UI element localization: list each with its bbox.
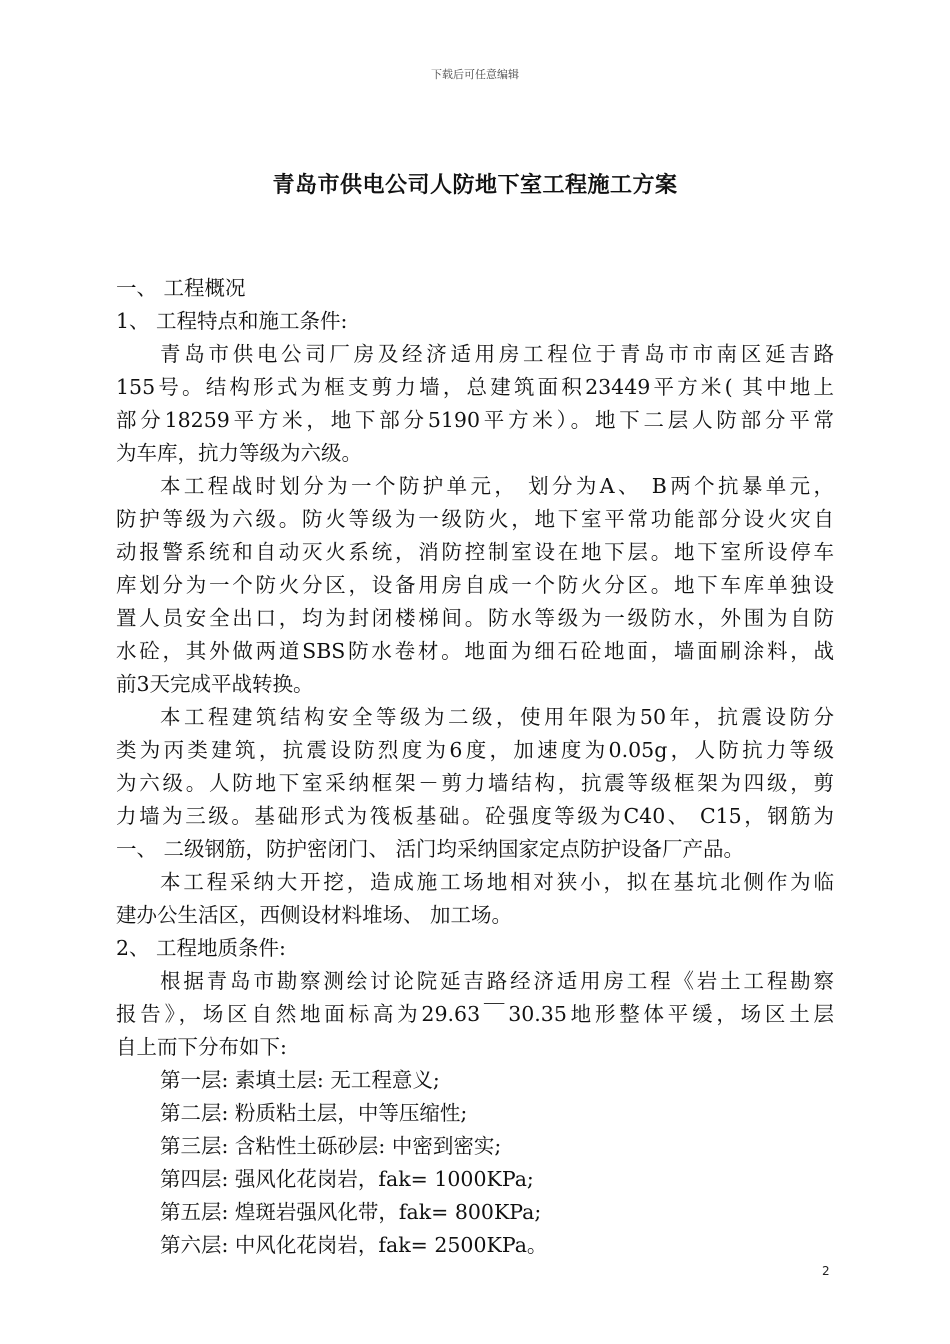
document-title: 青岛市供电公司人防地下室工程施工方案: [272, 173, 678, 198]
paragraph-line: 前3天完成平战转换。: [116, 672, 314, 696]
paragraph-line: 本工程建筑结构安全等级为二级，使用年限为50年，抗震设防分: [160, 705, 834, 729]
paragraph-line: 部分18259平方米，地下部分5190平方米）。地下二层人防部分平常: [116, 408, 834, 432]
paragraph-line: 为车库，抗力等级为六级。: [116, 441, 362, 465]
soil-layer-item: 第六层: 中风化花岗岩，fak= 2500KPa。: [160, 1233, 548, 1257]
document-body: [116, 272, 834, 1262]
paragraph-line: 库划分为一个防火分区，设备用房自成一个防火分区。地下车库单独设: [116, 573, 834, 597]
paragraph-line: 力墙为三级。基础形式为筏板基础。砼强度等级为C40、 C15，钢筋为: [116, 804, 834, 828]
paragraph-line: 报告》，场区自然地面标高为29.63￣30.35地形整体平缓，场区土层: [116, 1002, 834, 1026]
paragraph-line: 一、 二级钢筋，防护密闭门、 活门均采纳国家定点防护设备厂产品。: [116, 837, 745, 861]
soil-layer-item: 第四层: 强风化花岗岩，fak= 1000KPa;: [160, 1167, 534, 1191]
paragraph-line: 青岛市供电公司厂房及经济适用房工程位于青岛市市南区延吉路: [160, 342, 834, 366]
paragraph-line: 本工程采纳大开挖，造成施工场地相对狭小，拟在基坑北侧作为临: [160, 870, 834, 894]
paragraph-line: 类为丙类建筑，抗震设防烈度为6度，加速度为0.05g，人防抗力等级: [116, 738, 834, 762]
paragraph-line: 防护等级为六级。防火等级为一级防火，地下室平常功能部分设火灾自: [116, 507, 834, 531]
paragraph-line: 置人员安全出口，均为封闭楼梯间。防水等级为一级防水，外围为自防: [116, 606, 834, 630]
soil-layer-item: 第五层: 煌斑岩强风化带，fak= 800KPa;: [160, 1200, 542, 1224]
paragraph-line: 水砼，其外做两道SBS防水卷材。地面为细石砼地面，墙面刷涂料，战: [116, 639, 834, 663]
section-heading: 一、 工程概况: [116, 276, 246, 300]
subsection-heading: 1、 工程特点和施工条件:: [116, 309, 348, 333]
paragraph-line: 本工程战时划分为一个防护单元， 划分为A、 B两个抗暴单元，: [160, 474, 834, 498]
page-header-note: 下载后可任意编辑: [431, 68, 519, 81]
paragraph-line: 建办公生活区，西侧设材料堆场、 加工场。: [116, 903, 513, 927]
soil-layer-item: 第二层: 粉质粘土层，中等压缩性;: [160, 1101, 468, 1125]
subsection-heading: 2、 工程地质条件:: [116, 936, 286, 960]
paragraph-line: 为六级。人防地下室采纳框架－剪力墙结构，抗震等级框架为四级，剪: [116, 771, 834, 795]
paragraph-line: 自上而下分布如下:: [116, 1035, 287, 1059]
soil-layer-item: 第一层: 素填土层: 无工程意义;: [160, 1068, 440, 1092]
soil-layer-item: 第三层: 含粘性土砾砂层: 中密到密实;: [160, 1134, 502, 1158]
paragraph-line: 动报警系统和自动灭火系统，消防控制室设在地下层。地下室所设停车: [116, 540, 834, 564]
paragraph-line: 根据青岛市勘察测绘讨论院延吉路经济适用房工程《岩土工程勘察: [160, 969, 834, 993]
paragraph-line: 155号。结构形式为框支剪力墙，总建筑面积23449平方米( 其中地上: [116, 375, 834, 399]
page-number: 2: [822, 1264, 830, 1278]
